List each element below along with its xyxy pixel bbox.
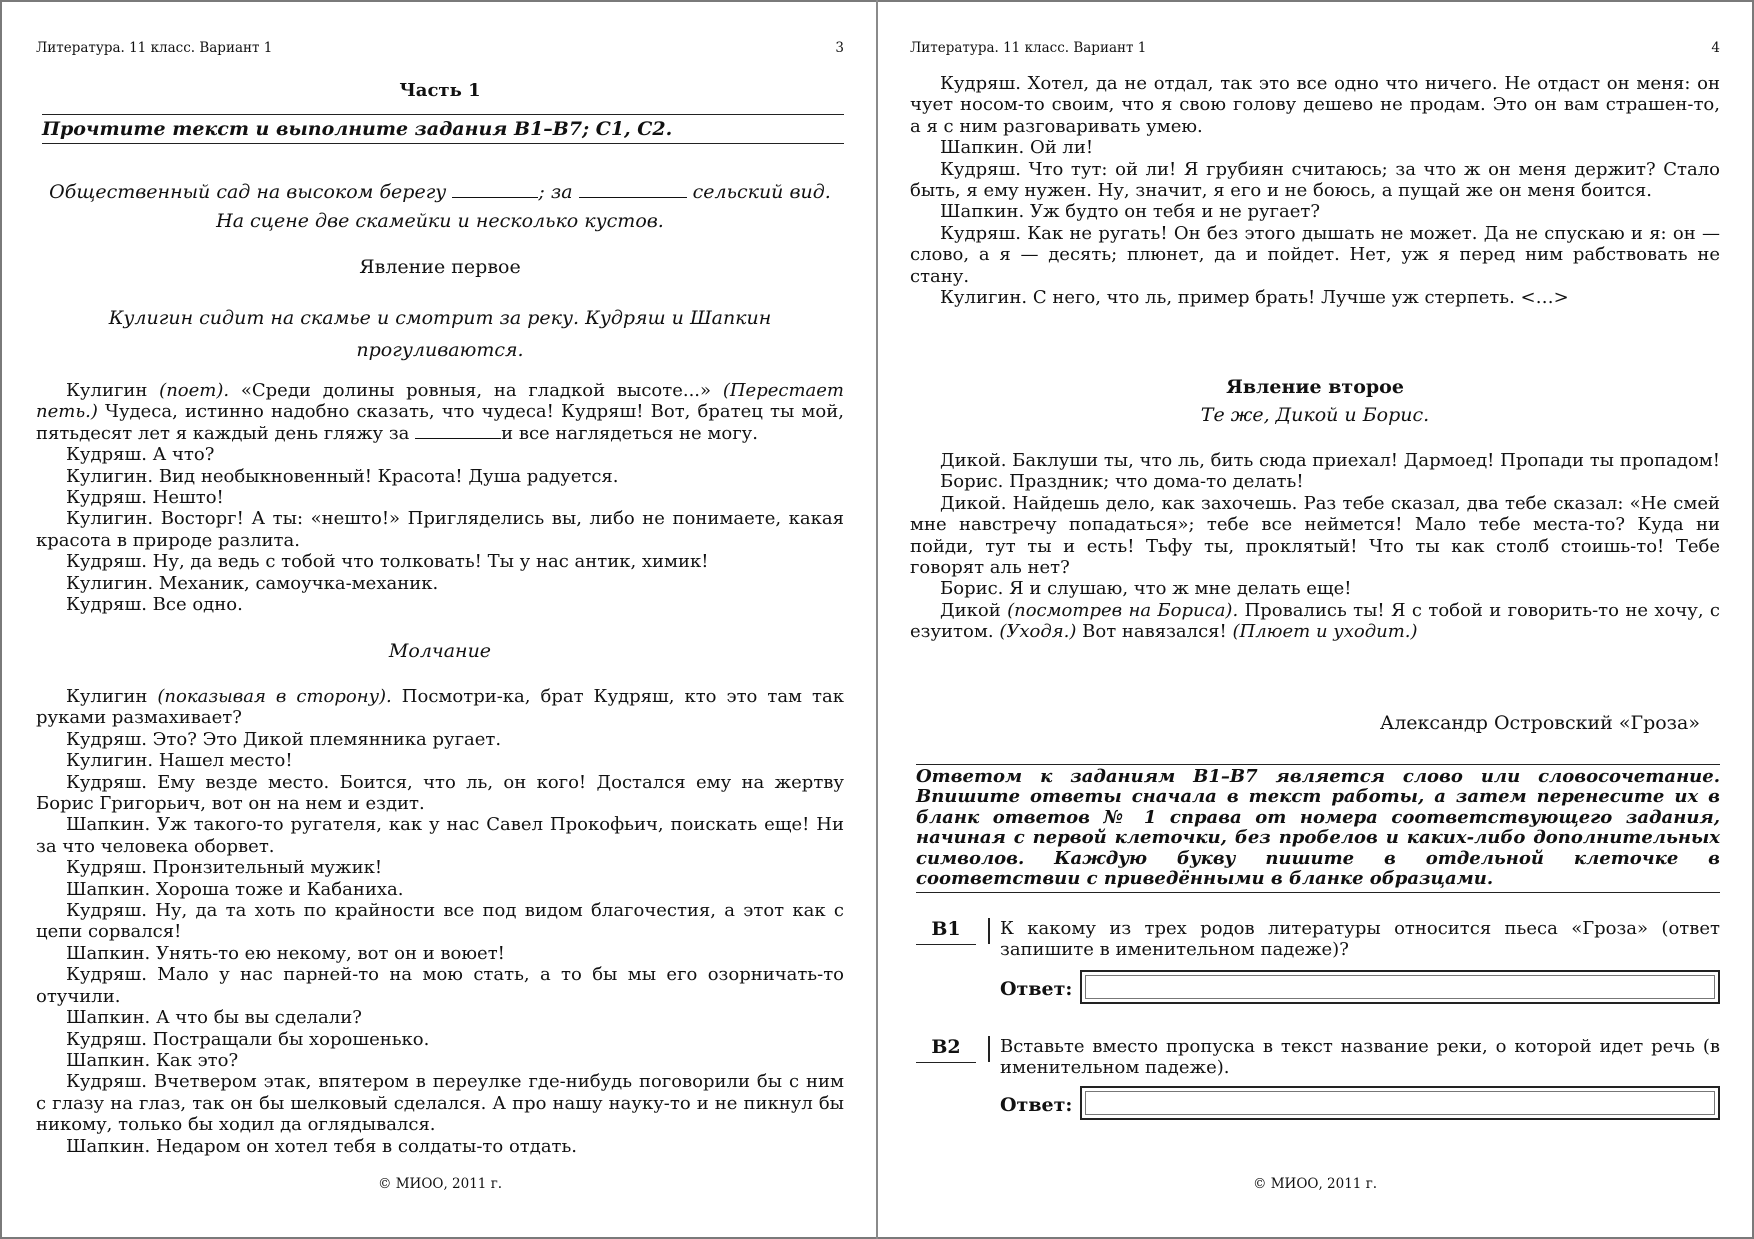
dialogue-line: Шапкин. Как это? bbox=[66, 1049, 239, 1071]
blank-gap bbox=[452, 183, 538, 198]
dialogue-block bbox=[36, 686, 844, 1157]
dialogue-line: Кулигин. Вид необыкновенный! Красота! Душа радуется. bbox=[66, 465, 619, 487]
question-divider bbox=[988, 1036, 990, 1062]
dialogue-line: Шапкин. А что бы вы сделали? bbox=[66, 1007, 362, 1029]
part-title: Часть 1 bbox=[399, 80, 481, 101]
remark: (Перестает петь.) bbox=[36, 380, 844, 423]
page-header bbox=[36, 40, 844, 56]
dialogue-line: Кудряш. Как не ругать! Он без этого дышать не может. Да не спускаю и я: он — слово, а я — десять; плюнет, да и пойдет. Нет, уж я перед ним рабствовать не стану. bbox=[910, 222, 1720, 287]
dialogue-line: Кудряш. Нешто! bbox=[66, 487, 224, 509]
stage-setting bbox=[36, 178, 844, 236]
speaker: Кулигин bbox=[66, 686, 148, 707]
left-page bbox=[36, 0, 844, 1239]
remark: (Плюет и уходит.) bbox=[1232, 621, 1418, 643]
right-page bbox=[910, 0, 1720, 1239]
dialogue-line: Кулигин. Нашел место! bbox=[66, 750, 293, 772]
header-title: Литература. 11 класс. Вариант 1 bbox=[36, 40, 273, 56]
question-divider bbox=[988, 918, 990, 944]
question-number: В2 bbox=[916, 1036, 976, 1063]
blank-gap bbox=[415, 424, 501, 439]
header-title: Литература. 11 класс. Вариант 1 bbox=[910, 40, 1147, 56]
dialogue-line: Кудряш. Что тут: ой ли! Я грубиян считаюсь; за что ж он меня держит? Стало быть, я ему нужен. Ну, значит, я его и не боюсь, а пущай же он меня боится. bbox=[910, 158, 1720, 202]
remark: (показывая в сторону). bbox=[157, 686, 392, 707]
task-instruction: Прочтите текст и выполните задания В1–В7; С1, С2. bbox=[42, 114, 844, 144]
line-text: Вот навязался! bbox=[1082, 621, 1227, 643]
dialogue-line: Шапкин. Ой ли! bbox=[940, 137, 1094, 159]
answer-instruction: Ответом к заданиям В1–В7 является слово или словосочетание. Впишите ответы сначала в текст работы, а затем перенесите их в бланк ответов № 1 справа от номера соответствующего задания, начиная с первой клеточки, без пробелов и каких-либо дополнительных символов. Каждую букву пишите в отдельной клеточке в соответствии с приведёнными в бланке образцами. bbox=[916, 764, 1720, 893]
remark: (поет). bbox=[159, 380, 230, 401]
blank-gap bbox=[579, 183, 687, 198]
dialogue-line: Кудряш. Мало у нас парней-то на мою стать, а то бы мы его озорничать-то отучили. bbox=[36, 964, 844, 1007]
dialogue-line: Кулигин. С него, что ль, пример брать! Лучше уж стерпеть. <…> bbox=[940, 287, 1569, 309]
dialogue-line bbox=[36, 686, 844, 729]
page-number: 4 bbox=[1711, 40, 1720, 56]
setting-text-a: Общественный сад на высоком берегу bbox=[49, 181, 447, 203]
question-text: К какому из трех родов литературы относится пьеса «Гроза» (ответ запишите в именительном падеже)? bbox=[1000, 918, 1720, 960]
dialogue-line: Борис. Праздник; что дома-то делать! bbox=[940, 471, 1304, 493]
copyright: © МИОО, 2011 г. bbox=[377, 1176, 503, 1192]
setting-text-c: сельский вид. bbox=[692, 181, 831, 203]
dialogue-block bbox=[910, 73, 1720, 308]
remark: (Уходя.) bbox=[999, 621, 1077, 643]
question-text: Вставьте вместо пропуска в текст название реки, о которой идет речь (в именительном падеже). bbox=[1000, 1036, 1720, 1078]
line-text: Посмотри-ка, брат Кудряш, кто это там так руками размахивает? bbox=[36, 686, 844, 729]
dialogue-line: Кудряш. Ну, да ведь с тобой что толковать! Ты у нас антик, химик! bbox=[66, 551, 709, 573]
scene-cast: Те же, Дикой и Борис. bbox=[1200, 404, 1430, 426]
dialogue-block bbox=[910, 450, 1720, 643]
line-text: и все наглядеться не могу. bbox=[501, 422, 758, 444]
dialogue-line: Кудряш. Вчетвером этак, впятером в переулке где-нибудь поговорили бы с ним с глазу на глаз, так он бы шелковый сделался. А про нашу науку-то и не пикнул бы никому, только бы ходил да оглядывался. bbox=[36, 1071, 844, 1136]
speaker: Кулигин bbox=[66, 380, 148, 401]
dialogue-line: Кудряш. Ему везде место. Боится, что ль, он кого! Достался ему на жертву Борис Григорьич, вот он на нем и ездит. bbox=[36, 771, 844, 815]
answer-field-b1[interactable] bbox=[1080, 970, 1720, 1004]
dialogue-line: Кулигин. Механик, самоучка-механик. bbox=[66, 572, 439, 594]
dialogue-line: Шапкин. Недаром он хотел тебя в солдаты-то отдать. bbox=[66, 1135, 578, 1157]
setting-text-b: ; за bbox=[538, 181, 573, 203]
answer-field-inner bbox=[1085, 975, 1715, 999]
dialogue-line: Кудряш. Ну, да та хоть по крайности все под видом благочестия, а этот как с цепи сорвался! bbox=[36, 900, 844, 943]
setting-line-2: На сцене две скамейки и несколько кустов. bbox=[216, 210, 664, 232]
dialogue-line: Шапкин. Хороша тоже и Кабаниха. bbox=[66, 878, 404, 900]
answer-label: Ответ: bbox=[1000, 1094, 1073, 1116]
dialogue-line: Дикой. Баклуши ты, что ль, бить сюда приехал! Дармоед! Пропади ты пропадом! bbox=[940, 450, 1720, 471]
line-text: Чудеса, истинно надобно сказать, что чудеса! Кудряш! Вот, братец ты мой, пятьдесят лет я каждый день гляжу за bbox=[36, 401, 844, 444]
dialogue-block bbox=[36, 380, 844, 615]
page-header bbox=[910, 40, 1720, 56]
dialogue-line: Кудряш. Пронзительный мужик! bbox=[66, 857, 383, 879]
dialogue-line: Шапкин. Унять-то ею некому, вот он и воюет! bbox=[66, 942, 505, 964]
line-text: Провались ты! Я с тобой и говорить-то не хочу, с езуитом. bbox=[910, 599, 1720, 643]
question-number: В1 bbox=[916, 918, 976, 945]
dialogue-line: Шапкин. Уж такого-то ругателя, как у нас Савел Прокофьич, поискать еще! Ни за что человека оборвет. bbox=[36, 814, 844, 857]
answer-label: Ответ: bbox=[1000, 978, 1073, 1000]
scene-title: Явление второе bbox=[1226, 376, 1404, 398]
page-number: 3 bbox=[835, 40, 844, 56]
remark: (посмотрев на Бориса). bbox=[1007, 599, 1239, 621]
dialogue-line: Борис. Я и слушаю, что ж мне делать еще! bbox=[940, 578, 1352, 600]
silence-direction: Молчание bbox=[388, 640, 492, 662]
dialogue-line: Кудряш. Это? Это Дикой племянника ругает. bbox=[66, 728, 502, 750]
dialogue-line: Кулигин. Восторг! А ты: «нешто!» Пригляделись вы, либо не понимаете, какая красота в природе разлита. bbox=[36, 508, 844, 551]
dialogue-line: Шапкин. Уж будто он тебя и не ругает? bbox=[940, 201, 1320, 223]
answer-field-b2[interactable] bbox=[1080, 1086, 1720, 1120]
dialogue-line: Кудряш. А что? bbox=[66, 444, 215, 466]
quote: «Среди долины ровныя, на гладкой высоте...» bbox=[240, 380, 712, 401]
dialogue-line bbox=[36, 380, 844, 444]
dialogue-line bbox=[910, 600, 1720, 643]
author-attribution: Александр Островский «Гроза» bbox=[1379, 712, 1700, 734]
answer-field-inner bbox=[1085, 1091, 1715, 1115]
dialogue-line: Кудряш. Хотел, да не отдал, так это все одно что ничего. Не отдаст он меня: он чует носом-то своим, что я свою голову дешево не продам. Это он вам страшен-то, а я с ним разговаривать умею. bbox=[910, 73, 1720, 137]
stage-direction: Кулигин сидит на скамье и смотрит за реку. Кудряш и Шапкин прогуливаются. bbox=[108, 307, 772, 361]
dialogue-line: Кудряш. Постращали бы хорошенько. bbox=[66, 1028, 430, 1050]
speaker: Дикой bbox=[940, 599, 1001, 621]
scene-title: Явление первое bbox=[359, 256, 521, 278]
page-divider bbox=[876, 0, 878, 1239]
copyright: © МИОО, 2011 г. bbox=[1252, 1176, 1378, 1192]
setting-line-1 bbox=[36, 178, 844, 207]
dialogue-line: Дикой. Найдешь дело, как захочешь. Раз тебе сказал, два тебе сказал: «Не смей мне навстречу попадаться»; тебе все неймется! Мало тебе места-то? Куда ни пойди, тут ты и есть! Тьфу ты, проклятый! Что ты как столб стоишь-то! Тебе говорят аль нет? bbox=[910, 492, 1720, 579]
dialogue-line: Кудряш. Все одно. bbox=[66, 594, 243, 616]
